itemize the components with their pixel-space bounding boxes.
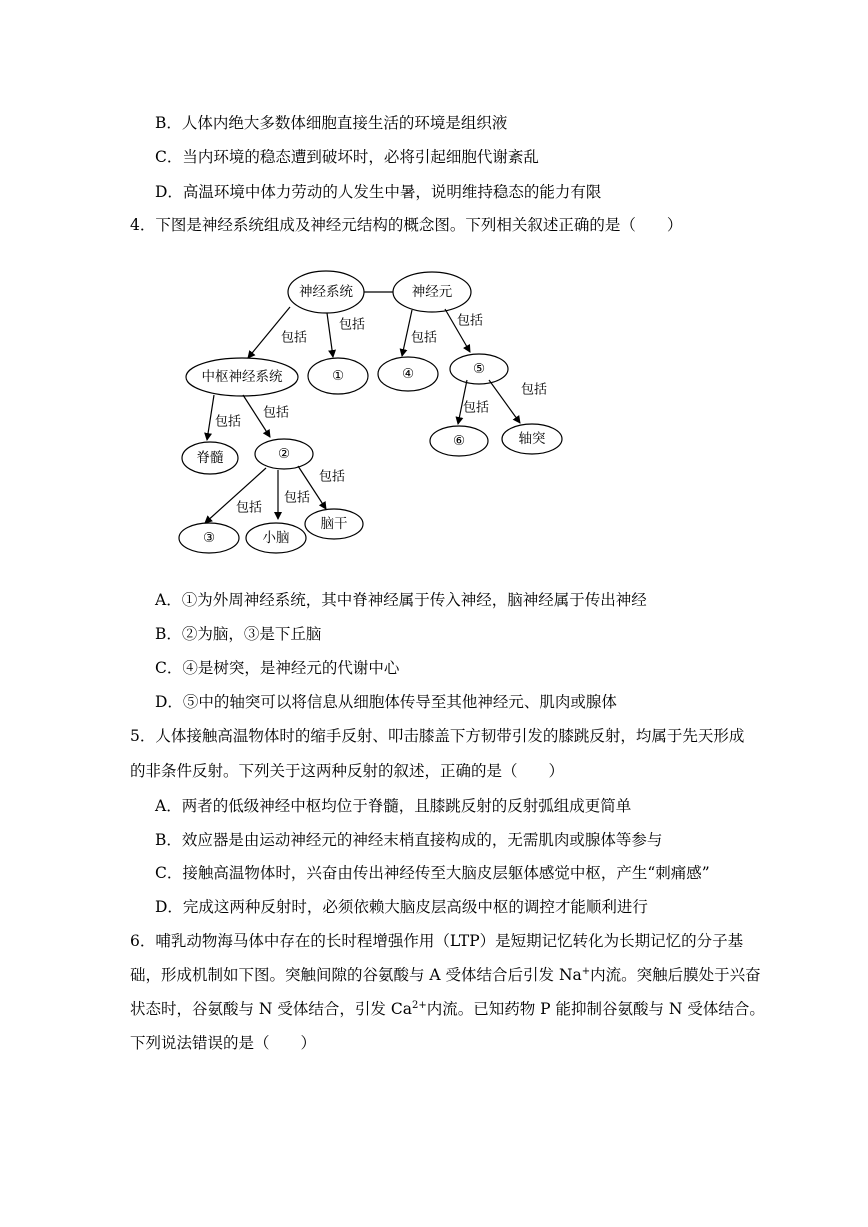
node-nervous-system: 神经系统 xyxy=(299,284,353,300)
node-cerebellum: 小脑 xyxy=(262,530,290,546)
edge-label: 包括 xyxy=(338,317,366,333)
node-spinal-cord: 脊髓 xyxy=(196,450,224,466)
edge-label: 包括 xyxy=(410,330,438,346)
edge-label: 包括 xyxy=(235,500,263,516)
q5-stem-line1: 5．人体接触高温物体时的缩手反射、叩击膝盖下方韧带引发的膝跳反射，均属于先天形成 xyxy=(130,727,745,745)
q5-option-c: C．接触高温物体时，兴奋由传出神经传至大脑皮层躯体感觉中枢，产生“刺痛感” xyxy=(155,864,710,882)
q3-option-d: D．高温环境中体力劳动的人发生中暑，说明维持稳态的能力有限 xyxy=(155,183,602,201)
node-6: ⑥ xyxy=(452,433,466,449)
q4-option-d: D．⑤中的轴突可以将信息从细胞体传导至其他神经元、肌肉或腺体 xyxy=(155,693,617,711)
q4-option-c: C．④是树突，是神经元的代谢中心 xyxy=(155,659,400,677)
q6-line2-text-end: 内流。突触后膜处于兴奋 xyxy=(590,966,761,984)
q6-line1: 6．哺乳动物海马体中存在的长时程增强作用（LTP）是短期记忆转化为长期记忆的分子基 xyxy=(130,932,744,950)
edge-label: 包括 xyxy=(520,382,548,398)
arrow xyxy=(207,395,214,440)
node-2: ② xyxy=(277,446,291,462)
node-4: ④ xyxy=(401,366,415,382)
q6-line3-text: 状态时，谷氨酸与 N 受体结合，引发 Ca xyxy=(130,1000,412,1018)
q5-option-b: B．效应器是由运动神经元的神经末梢直接构成的，无需肌肉或腺体等参与 xyxy=(155,831,663,849)
q6-line4: 下列说法错误的是（ ） xyxy=(130,1034,317,1052)
q5-option-d: D．完成这两种反射时，必须依赖大脑皮层高级中枢的调控才能顺利进行 xyxy=(155,898,648,916)
edge-label: 包括 xyxy=(280,330,308,346)
node-5: ⑤ xyxy=(472,361,486,377)
q4-option-a: A．①为外周神经系统，其中脊神经属于传入神经，脑神经属于传出神经 xyxy=(155,591,647,609)
q4-stem: 4．下图是神经系统组成及神经元结构的概念图。下列相关叙述正确的是（ ） xyxy=(130,216,683,234)
edge-label: 包括 xyxy=(456,313,484,329)
edge-label: 包括 xyxy=(318,469,346,485)
q6-line2-text: 础，形成机制如下图。突触间隙的谷氨酸与 A 受体结合后引发 Na xyxy=(130,966,582,984)
node-cns: 中枢神经系统 xyxy=(201,369,283,385)
q3-option-c: C．当内环境的稳态遭到破坏时，必将引起细胞代谢紊乱 xyxy=(155,148,539,166)
arrow xyxy=(489,380,520,423)
edge-label: 包括 xyxy=(283,490,311,506)
ca-charge-superscript: 2+ xyxy=(411,999,427,1011)
node-brainstem: 脑干 xyxy=(320,516,348,532)
node-3: ③ xyxy=(202,530,216,546)
node-1: ① xyxy=(331,368,345,384)
edge-label: 包括 xyxy=(462,400,490,416)
node-neuron: 神经元 xyxy=(411,284,453,300)
q5-stem-line2: 的非条件反射。下列关于这两种反射的叙述，正确的是（ ） xyxy=(130,762,565,780)
edge-label: 包括 xyxy=(214,414,242,430)
q6-line3-text-end: 内流。已知药物 P 能抑制谷氨酸与 N 受体结合。 xyxy=(426,1000,765,1018)
q3-option-b: B．人体内绝大多数体细胞直接生活的环境是组织液 xyxy=(155,114,508,132)
edge-label: 包括 xyxy=(262,405,290,421)
q6-line3 xyxy=(130,998,765,1020)
na-charge-superscript: + xyxy=(581,965,591,977)
arrow xyxy=(327,313,333,357)
q4-option-b: B．②为脑，③是下丘脑 xyxy=(155,625,322,643)
q5-option-a: A．两者的低级神经中枢均位于脊髓，且膝跳反射的反射弧组成更简单 xyxy=(155,797,632,815)
q6-line2 xyxy=(130,964,761,986)
node-axon: 轴突 xyxy=(518,431,546,447)
